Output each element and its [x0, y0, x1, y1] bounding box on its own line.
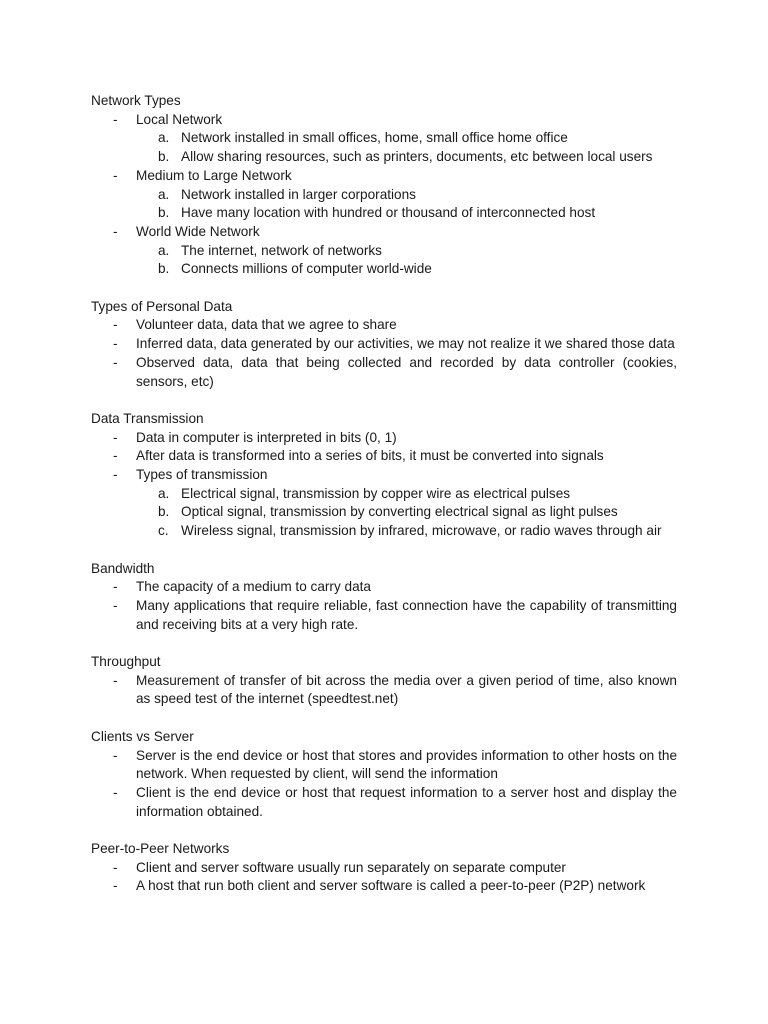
section-heading: Throughput [91, 654, 161, 670]
dash-bullet: - [113, 317, 118, 333]
bullet-text: After data is transformed into a series of bits, it must be converted into signals [136, 448, 604, 464]
dash-bullet: - [113, 223, 118, 239]
bullet-item [91, 597, 677, 634]
dash-bullet: - [113, 784, 118, 800]
sub-item-marker: b. [158, 205, 170, 221]
sub-item-text: The internet, network of networks [181, 242, 382, 258]
sub-item-text: Allow sharing resources, such as printers, documents, etc between local users [181, 149, 653, 165]
section [91, 560, 677, 635]
bullet-text: Volunteer data, data that we agree to share [136, 317, 397, 333]
section [91, 298, 677, 392]
dash-bullet: - [113, 429, 118, 445]
sub-item [91, 522, 677, 541]
sub-item-marker: a. [158, 242, 170, 258]
sub-item-marker: a. [158, 130, 170, 146]
sub-item [91, 503, 677, 522]
dash-bullet: - [113, 672, 118, 688]
dash-bullet: - [113, 579, 118, 595]
section-heading: Data Transmission [91, 410, 204, 426]
sub-item [91, 260, 677, 279]
bullet-item [91, 447, 677, 466]
bullet-item [91, 335, 677, 354]
bullet-item [91, 784, 677, 821]
dash-bullet: - [113, 336, 118, 352]
sub-item-marker: a. [158, 485, 170, 501]
dash-bullet: - [113, 354, 118, 370]
sub-item [91, 485, 677, 504]
bullet-text: Many applications that require reliable, fast connection have the capability of transmitting and receiving bits at a very high rate. [136, 597, 677, 632]
bullet-text: Inferred data, data generated by our activities, we may not realize it we shared those data [136, 336, 675, 352]
bullet-text: Types of transmission [136, 467, 268, 483]
bullet-text: Data in computer is interpreted in bits (0, 1) [136, 429, 397, 445]
section-heading: Clients vs Server [91, 728, 194, 744]
dash-bullet: - [113, 859, 118, 875]
sub-item [91, 242, 677, 261]
sub-item-marker: b. [158, 261, 170, 277]
bullet-item [91, 859, 677, 878]
dash-bullet: - [113, 111, 118, 127]
bullet-text: World Wide Network [136, 223, 260, 239]
sub-item-marker: b. [158, 504, 170, 520]
section-heading: Network Types [91, 93, 181, 108]
sub-item-marker: a. [158, 186, 170, 202]
bullet-text: Client is the end device or host that request information to a server host and display the information obtained. [136, 784, 677, 819]
sub-item-text: Have many location with hundred or thousand of interconnected host [181, 205, 596, 221]
bullet-item [91, 672, 677, 709]
bullet-text: Measurement of transfer of bit across the media over a given period of time, also known as speed test of the internet (speedtest.net) [136, 672, 677, 707]
bullet-item [91, 877, 677, 896]
bullet-text: The capacity of a medium to carry data [136, 579, 371, 595]
sub-item-text: Wireless signal, transmission by infrared, microwave, or radio waves through air [181, 523, 662, 539]
bullet-item [91, 167, 677, 186]
bullet-text: Observed data, data that being collected and recorded by data controller (cookies, sensors, etc) [136, 354, 677, 389]
bullet-item [91, 578, 677, 597]
sub-item-text: Network installed in larger corporations [181, 186, 416, 202]
bullet-item [91, 466, 677, 485]
sub-item-text: Optical signal, transmission by converting electrical signal as light pulses [181, 504, 618, 520]
bullet-item [91, 111, 677, 130]
bullet-item [91, 747, 677, 784]
dash-bullet: - [113, 167, 118, 183]
bullet-item [91, 223, 677, 242]
dash-bullet: - [113, 597, 118, 613]
bullet-text: Local Network [136, 111, 223, 127]
document-body [91, 92, 677, 915]
bullet-item [91, 316, 677, 335]
section [91, 92, 677, 279]
section [91, 410, 677, 541]
section [91, 653, 677, 709]
sub-item-marker: c. [158, 523, 169, 539]
bullet-text: A host that run both client and server software is called a peer-to-peer (P2P) network [136, 878, 646, 894]
section [91, 728, 677, 822]
dash-bullet: - [113, 467, 118, 483]
bullet-text: Server is the end device or host that stores and provides information to other hosts on the network. When requested by client, will send the information [136, 747, 677, 782]
sub-item-text: Electrical signal, transmission by copper wire as electrical pulses [181, 485, 571, 501]
sub-item [91, 204, 677, 223]
section-heading: Types of Personal Data [91, 298, 233, 314]
sub-item [91, 129, 677, 148]
sub-item-marker: b. [158, 149, 170, 165]
bullet-text: Medium to Large Network [136, 167, 292, 183]
bullet-text: Client and server software usually run separately on separate computer [136, 859, 566, 875]
section-heading: Bandwidth [91, 560, 155, 576]
dash-bullet: - [113, 448, 118, 464]
sub-item [91, 186, 677, 205]
bullet-item [91, 354, 677, 391]
sub-item [91, 148, 677, 167]
dash-bullet: - [113, 747, 118, 763]
section [91, 840, 677, 896]
section-heading: Peer-to-Peer Networks [91, 841, 230, 857]
sub-item-text: Network installed in small offices, home, small office home office [181, 130, 568, 146]
bullet-item [91, 429, 677, 448]
dash-bullet: - [113, 878, 118, 894]
sub-item-text: Connects millions of computer world-wide [181, 261, 432, 277]
